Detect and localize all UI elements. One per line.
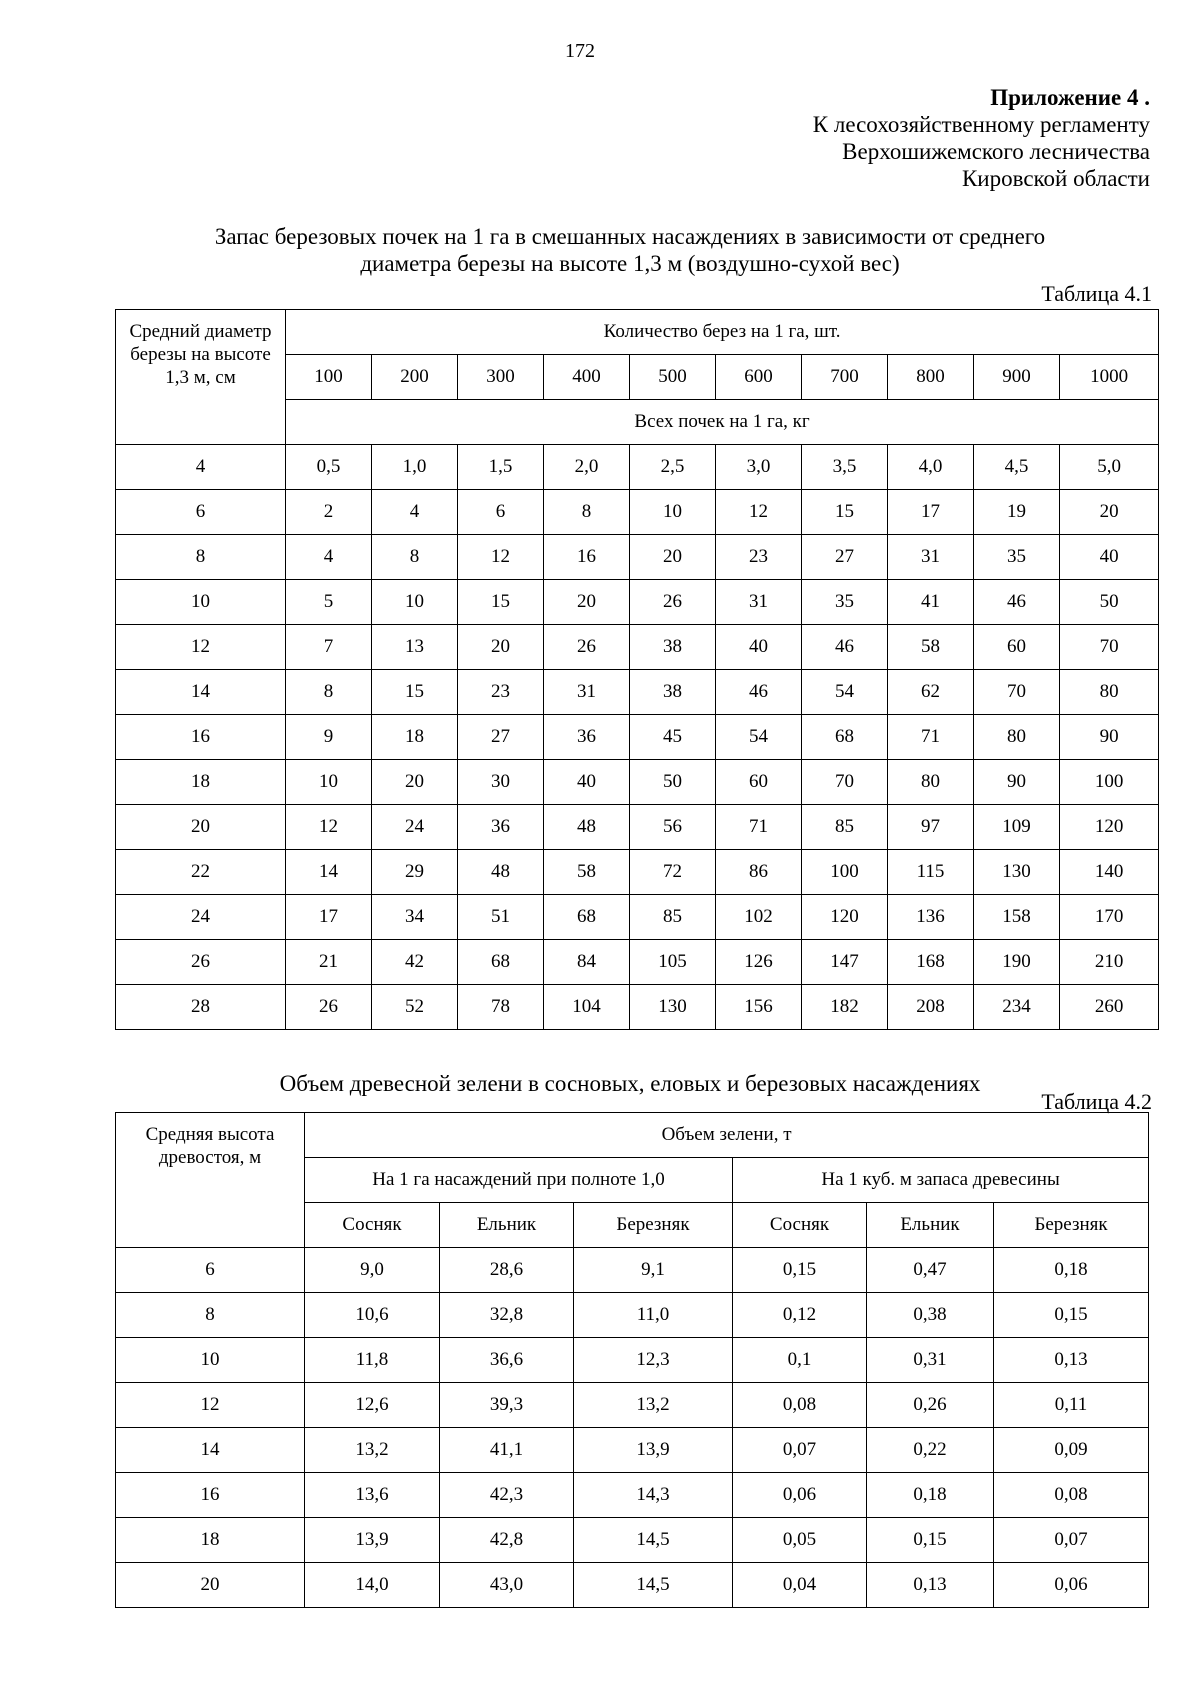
buds-weight-cell: 136	[888, 895, 974, 940]
buds-weight-cell: 58	[888, 625, 974, 670]
greenery-table-body	[116, 1113, 1149, 1608]
buds-weight-cell: 27	[458, 715, 544, 760]
buds-weight-cell: 85	[630, 895, 716, 940]
buds-weight-cell: 120	[802, 895, 888, 940]
tree-count-group-header: Количество берез на 1 га, шт.	[286, 310, 1159, 355]
diameter-cell: 6	[116, 490, 286, 535]
greenery-volume-cell: 11,8	[305, 1338, 440, 1383]
buds-weight-cell: 9	[286, 715, 372, 760]
greenery-volume-cell: 14,5	[574, 1563, 733, 1608]
buds-weight-cell: 41	[888, 580, 974, 625]
greenery-volume-cell: 0,15	[867, 1518, 994, 1563]
buds-weight-cell: 71	[716, 805, 802, 850]
greenery-volume-cell: 28,6	[440, 1248, 574, 1293]
greenery-volume-cell: 0,04	[733, 1563, 867, 1608]
buds-weight-cell: 130	[630, 985, 716, 1030]
table-row	[116, 1563, 1149, 1608]
buds-weight-cell: 190	[974, 940, 1060, 985]
buds-weight-cell: 24	[372, 805, 458, 850]
greenery-volume-cell: 13,9	[305, 1518, 440, 1563]
greenery-volume-cell: 0,18	[867, 1473, 994, 1518]
per-hectare-header: На 1 га насаждений при полноте 1,0	[305, 1158, 733, 1203]
table2-label: Таблица 4.2	[1041, 1089, 1152, 1114]
buds-weight-cell: 38	[630, 670, 716, 715]
buds-weight-cell: 182	[802, 985, 888, 1030]
buds-weight-cell: 40	[544, 760, 630, 805]
per-cubic-meter-header: На 1 куб. м запаса древесины	[733, 1158, 1149, 1203]
buds-weight-cell: 104	[544, 985, 630, 1030]
buds-weight-cell: 20	[1060, 490, 1159, 535]
buds-weight-cell: 70	[1060, 625, 1159, 670]
buds-weight-cell: 78	[458, 985, 544, 1030]
greenery-volume-cell: 42,8	[440, 1518, 574, 1563]
buds-weight-cell: 2,0	[544, 445, 630, 490]
buds-weight-cell: 35	[974, 535, 1060, 580]
table-header-row	[116, 310, 1159, 355]
page-number: 172	[565, 40, 595, 62]
buds-weight-cell: 5	[286, 580, 372, 625]
buds-weight-cell: 40	[716, 625, 802, 670]
buds-weight-cell: 31	[716, 580, 802, 625]
greenery-volume-cell: 0,07	[733, 1428, 867, 1473]
table-row	[116, 580, 1159, 625]
buds-weight-cell: 2,5	[630, 445, 716, 490]
buds-weight-cell: 18	[372, 715, 458, 760]
greenery-volume-cell: 13,9	[574, 1428, 733, 1473]
buds-weight-cell: 48	[544, 805, 630, 850]
greenery-volume-cell: 43,0	[440, 1563, 574, 1608]
species-header: Березняк	[574, 1203, 733, 1248]
greenery-volume-cell: 0,12	[733, 1293, 867, 1338]
table-row	[116, 1293, 1149, 1338]
greenery-volume-cell: 0,13	[994, 1338, 1149, 1383]
greenery-volume-cell: 32,8	[440, 1293, 574, 1338]
diameter-cell: 22	[116, 850, 286, 895]
buds-weight-cell: 7	[286, 625, 372, 670]
diameter-cell: 18	[116, 760, 286, 805]
greenery-volume-cell: 14,5	[574, 1518, 733, 1563]
table-row	[116, 535, 1159, 580]
buds-weight-cell: 38	[630, 625, 716, 670]
greenery-volume-cell: 9,1	[574, 1248, 733, 1293]
buds-weight-cell: 86	[716, 850, 802, 895]
buds-weight-cell: 14	[286, 850, 372, 895]
greenery-volume-cell: 12,3	[574, 1338, 733, 1383]
buds-weight-cell: 4,0	[888, 445, 974, 490]
table1-label: Таблица 4.1	[1041, 281, 1152, 306]
buds-weight-cell: 130	[974, 850, 1060, 895]
greenery-volume-cell: 0,11	[994, 1383, 1149, 1428]
buds-table-body	[116, 310, 1159, 1030]
greenery-volume-cell: 0,22	[867, 1428, 994, 1473]
buds-weight-cell: 29	[372, 850, 458, 895]
table-row	[116, 850, 1159, 895]
greenery-volume-cell: 0,38	[867, 1293, 994, 1338]
buds-weight-cell: 50	[630, 760, 716, 805]
buds-weight-cell: 17	[286, 895, 372, 940]
buds-weight-cell: 170	[1060, 895, 1159, 940]
greenery-volume-cell: 0,47	[867, 1248, 994, 1293]
greenery-volume-cell: 10,6	[305, 1293, 440, 1338]
buds-weight-cell: 23	[458, 670, 544, 715]
greenery-volume-cell: 0,07	[994, 1518, 1149, 1563]
buds-weight-cell: 26	[544, 625, 630, 670]
buds-weight-cell: 60	[716, 760, 802, 805]
greenery-volume-cell: 14,0	[305, 1563, 440, 1608]
greenery-volume-cell: 13,2	[574, 1383, 733, 1428]
buds-weight-cell: 208	[888, 985, 974, 1030]
table1-caption	[115, 223, 1145, 277]
buds-weight-cell: 71	[888, 715, 974, 760]
buds-weight-cell: 234	[974, 985, 1060, 1030]
total-buds-unit-header: Всех почек на 1 га, кг	[286, 400, 1159, 445]
table1-caption-line-2: диаметра березы на высоте 1,3 м (воздушно-сухой вес)	[360, 251, 900, 276]
greenery-volume-cell: 12,6	[305, 1383, 440, 1428]
greenery-table	[115, 1112, 1149, 1608]
buds-weight-cell: 15	[372, 670, 458, 715]
buds-weight-cell: 36	[458, 805, 544, 850]
tree-count-header: 600	[716, 355, 802, 400]
buds-weight-cell: 52	[372, 985, 458, 1030]
table2-caption: Объем древесной зелени в сосновых, еловых и березовых насаждениях	[279, 1071, 981, 1096]
tree-count-header: 300	[458, 355, 544, 400]
buds-weight-cell: 140	[1060, 850, 1159, 895]
buds-weight-cell: 115	[888, 850, 974, 895]
tree-count-header: 1000	[1060, 355, 1159, 400]
buds-weight-cell: 16	[544, 535, 630, 580]
diameter-cell: 28	[116, 985, 286, 1030]
buds-weight-cell: 30	[458, 760, 544, 805]
buds-weight-cell: 27	[802, 535, 888, 580]
buds-weight-cell: 80	[888, 760, 974, 805]
buds-weight-cell: 15	[802, 490, 888, 535]
table-row	[116, 760, 1159, 805]
buds-weight-cell: 4	[372, 490, 458, 535]
buds-weight-cell: 105	[630, 940, 716, 985]
buds-weight-cell: 12	[286, 805, 372, 850]
table-row	[116, 625, 1159, 670]
buds-weight-cell: 36	[544, 715, 630, 760]
appendix-line-1: К лесохозяйственному регламенту	[812, 112, 1150, 137]
buds-weight-cell: 62	[888, 670, 974, 715]
species-header: Сосняк	[733, 1203, 867, 1248]
buds-weight-cell: 1,0	[372, 445, 458, 490]
diameter-column-header: Средний диаметр березы на высоте 1,3 м, см	[116, 310, 286, 445]
buds-weight-cell: 260	[1060, 985, 1159, 1030]
greenery-volume-cell: 14,3	[574, 1473, 733, 1518]
buds-weight-cell: 20	[544, 580, 630, 625]
buds-weight-cell: 40	[1060, 535, 1159, 580]
buds-weight-cell: 8	[372, 535, 458, 580]
buds-weight-cell: 12	[716, 490, 802, 535]
buds-weight-cell: 35	[802, 580, 888, 625]
buds-weight-cell: 84	[544, 940, 630, 985]
buds-weight-cell: 70	[974, 670, 1060, 715]
table-row	[116, 670, 1159, 715]
greenery-volume-cell: 0,05	[733, 1518, 867, 1563]
greenery-volume-cell: 0,18	[994, 1248, 1149, 1293]
tree-count-header: 400	[544, 355, 630, 400]
buds-weight-cell: 20	[458, 625, 544, 670]
greenery-volume-cell: 0,08	[733, 1383, 867, 1428]
height-column-header: Средняя высота древостоя, м	[116, 1113, 305, 1248]
buds-weight-cell: 70	[802, 760, 888, 805]
height-cell: 14	[116, 1428, 305, 1473]
buds-weight-cell: 10	[372, 580, 458, 625]
buds-table	[115, 309, 1159, 1030]
tree-count-header: 700	[802, 355, 888, 400]
buds-weight-cell: 46	[802, 625, 888, 670]
greenery-volume-cell: 0,06	[733, 1473, 867, 1518]
greenery-volume-cell: 42,3	[440, 1473, 574, 1518]
table-row	[116, 895, 1159, 940]
species-header: Ельник	[867, 1203, 994, 1248]
buds-weight-cell: 72	[630, 850, 716, 895]
table1-caption-line-1: Запас березовых почек на 1 га в смешанных насаждениях в зависимости от среднего	[214, 224, 1046, 249]
table-header-row	[116, 1113, 1149, 1158]
tree-count-header: 500	[630, 355, 716, 400]
height-cell: 10	[116, 1338, 305, 1383]
buds-weight-cell: 90	[1060, 715, 1159, 760]
buds-weight-cell: 6	[458, 490, 544, 535]
buds-weight-cell: 19	[974, 490, 1060, 535]
diameter-cell: 8	[116, 535, 286, 580]
tree-count-header: 800	[888, 355, 974, 400]
buds-weight-cell: 3,0	[716, 445, 802, 490]
buds-weight-cell: 31	[544, 670, 630, 715]
appendix-header	[813, 84, 1150, 192]
diameter-cell: 14	[116, 670, 286, 715]
greenery-volume-cell: 0,26	[867, 1383, 994, 1428]
buds-weight-cell: 120	[1060, 805, 1159, 850]
buds-weight-cell: 68	[458, 940, 544, 985]
table-row	[116, 985, 1159, 1030]
buds-weight-cell: 2	[286, 490, 372, 535]
buds-weight-cell: 51	[458, 895, 544, 940]
tree-count-header: 100	[286, 355, 372, 400]
height-cell: 8	[116, 1293, 305, 1338]
table-row	[116, 445, 1159, 490]
greenery-volume-cell: 13,6	[305, 1473, 440, 1518]
greenery-volume-cell: 0,06	[994, 1563, 1149, 1608]
buds-weight-cell: 50	[1060, 580, 1159, 625]
buds-weight-cell: 102	[716, 895, 802, 940]
table-row	[116, 1338, 1149, 1383]
table-row	[116, 805, 1159, 850]
buds-weight-cell: 4	[286, 535, 372, 580]
height-cell: 16	[116, 1473, 305, 1518]
greenery-volume-cell: 0,1	[733, 1338, 867, 1383]
table-row	[116, 1473, 1149, 1518]
greenery-volume-cell: 0,13	[867, 1563, 994, 1608]
table-row	[116, 1428, 1149, 1473]
buds-weight-cell: 56	[630, 805, 716, 850]
buds-weight-cell: 10	[630, 490, 716, 535]
buds-weight-cell: 147	[802, 940, 888, 985]
height-cell: 6	[116, 1248, 305, 1293]
buds-weight-cell: 100	[802, 850, 888, 895]
buds-weight-cell: 156	[716, 985, 802, 1030]
greenery-volume-cell: 13,2	[305, 1428, 440, 1473]
buds-weight-cell: 126	[716, 940, 802, 985]
buds-weight-cell: 90	[974, 760, 1060, 805]
buds-weight-cell: 54	[716, 715, 802, 760]
table-row	[116, 490, 1159, 535]
table-row	[116, 940, 1159, 985]
greenery-volume-cell: 0,15	[994, 1293, 1149, 1338]
diameter-cell: 12	[116, 625, 286, 670]
tree-count-header: 200	[372, 355, 458, 400]
buds-weight-cell: 20	[630, 535, 716, 580]
appendix-title: Приложение 4 .	[990, 85, 1150, 110]
greenery-volume-cell: 9,0	[305, 1248, 440, 1293]
buds-weight-cell: 8	[286, 670, 372, 715]
buds-weight-cell: 54	[802, 670, 888, 715]
height-cell: 18	[116, 1518, 305, 1563]
table-row	[116, 1518, 1149, 1563]
greenery-volume-cell: 39,3	[440, 1383, 574, 1428]
buds-weight-cell: 97	[888, 805, 974, 850]
buds-weight-cell: 45	[630, 715, 716, 760]
buds-weight-cell: 60	[974, 625, 1060, 670]
buds-weight-cell: 8	[544, 490, 630, 535]
buds-weight-cell: 109	[974, 805, 1060, 850]
buds-weight-cell: 1,5	[458, 445, 544, 490]
greenery-volume-cell: 41,1	[440, 1428, 574, 1473]
tree-count-header: 900	[974, 355, 1060, 400]
buds-weight-cell: 17	[888, 490, 974, 535]
buds-weight-cell: 0,5	[286, 445, 372, 490]
height-cell: 20	[116, 1563, 305, 1608]
greenery-volume-cell: 36,6	[440, 1338, 574, 1383]
appendix-line-3: Кировской области	[961, 166, 1150, 191]
buds-weight-cell: 21	[286, 940, 372, 985]
greenery-volume-cell: 11,0	[574, 1293, 733, 1338]
table-row	[116, 1383, 1149, 1428]
table-row	[116, 1248, 1149, 1293]
buds-weight-cell: 42	[372, 940, 458, 985]
buds-weight-cell: 12	[458, 535, 544, 580]
buds-weight-cell: 23	[716, 535, 802, 580]
buds-weight-cell: 68	[802, 715, 888, 760]
diameter-cell: 20	[116, 805, 286, 850]
species-header: Березняк	[994, 1203, 1149, 1248]
greenery-volume-cell: 0,08	[994, 1473, 1149, 1518]
appendix-line-2: Верхошижемского лесничества	[842, 139, 1150, 164]
species-header: Сосняк	[305, 1203, 440, 1248]
buds-weight-cell: 10	[286, 760, 372, 805]
greenery-volume-cell: 0,31	[867, 1338, 994, 1383]
buds-weight-cell: 46	[716, 670, 802, 715]
buds-weight-cell: 13	[372, 625, 458, 670]
table-row	[116, 715, 1159, 760]
height-cell: 12	[116, 1383, 305, 1428]
buds-weight-cell: 210	[1060, 940, 1159, 985]
diameter-cell: 24	[116, 895, 286, 940]
buds-weight-cell: 168	[888, 940, 974, 985]
greenery-volume-cell: 0,09	[994, 1428, 1149, 1473]
greenery-volume-cell: 0,15	[733, 1248, 867, 1293]
greenery-volume-group-header: Объем зелени, т	[305, 1113, 1149, 1158]
buds-weight-cell: 100	[1060, 760, 1159, 805]
buds-weight-cell: 3,5	[802, 445, 888, 490]
buds-weight-cell: 5,0	[1060, 445, 1159, 490]
buds-weight-cell: 15	[458, 580, 544, 625]
buds-weight-cell: 80	[1060, 670, 1159, 715]
species-header: Ельник	[440, 1203, 574, 1248]
buds-weight-cell: 58	[544, 850, 630, 895]
diameter-cell: 26	[116, 940, 286, 985]
buds-weight-cell: 4,5	[974, 445, 1060, 490]
buds-weight-cell: 31	[888, 535, 974, 580]
buds-weight-cell: 20	[372, 760, 458, 805]
buds-weight-cell: 26	[286, 985, 372, 1030]
buds-weight-cell: 48	[458, 850, 544, 895]
buds-weight-cell: 46	[974, 580, 1060, 625]
buds-weight-cell: 158	[974, 895, 1060, 940]
diameter-cell: 4	[116, 445, 286, 490]
buds-weight-cell: 85	[802, 805, 888, 850]
diameter-cell: 16	[116, 715, 286, 760]
buds-weight-cell: 80	[974, 715, 1060, 760]
buds-weight-cell: 34	[372, 895, 458, 940]
buds-weight-cell: 68	[544, 895, 630, 940]
buds-weight-cell: 26	[630, 580, 716, 625]
diameter-cell: 10	[116, 580, 286, 625]
